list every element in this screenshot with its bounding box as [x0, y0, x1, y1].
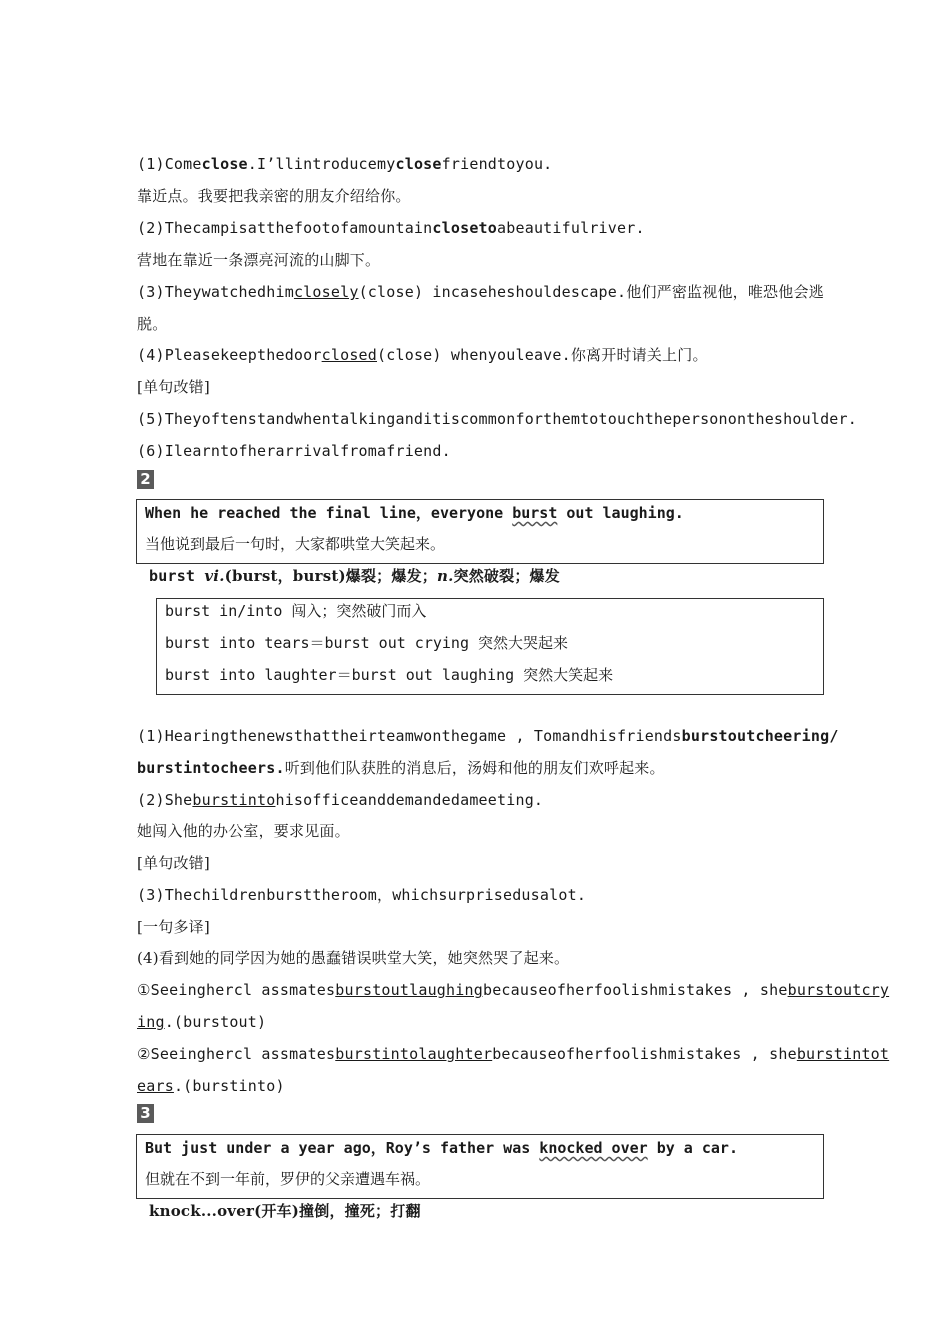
example-2: (2)Thecampisatthefootofamountainclosetoabeautifulriver. — [137, 219, 645, 237]
section-number-badge: 2 — [137, 470, 154, 489]
key-sentence-english: When he reached the final line，everyone burst out laughing. — [145, 504, 684, 522]
example-1: (1)Comeclose.I’llintroducemyclosefriendtoyou. — [137, 155, 553, 173]
phrase-item: burst into laughter＝burst out laughing 突然大笑起来 — [165, 666, 614, 684]
example-1-continued: burstintocheers.听到他们队获胜的消息后，汤姆和他的朋友们欢呼起来。 — [137, 759, 665, 777]
exercise-4: (4)看到她的同学因为她的愚蠢错误哄堂大笑，她突然哭了起来。 — [137, 949, 570, 967]
translation-option-1-continued: ing.(burstout) — [137, 1013, 267, 1031]
exercise-3: (3)Thechildrenbursttheroom，whichsurprisedusalot. — [137, 886, 587, 904]
translation-2: 营地在靠近一条漂亮河流的山脚下。 — [137, 251, 381, 269]
exercise-6: (6)Ilearntofherarrivalfromafriend. — [137, 442, 451, 460]
example-3-continued: 脱。 — [137, 315, 168, 333]
key-sentence-chinese: 但就在不到一年前，罗伊的父亲遭遇车祸。 — [145, 1170, 431, 1188]
section-number-badge: 3 — [137, 1104, 154, 1123]
phrase-item: burst in/into 闯入；突然破门而入 — [165, 602, 427, 620]
key-sentence-box — [136, 499, 824, 564]
translation-1: 靠近点。我要把我亲密的朋友介绍给你。 — [137, 187, 411, 205]
word-definition: burst vi.(burst，burst)爆裂；爆发；n.突然破裂；爆发 — [149, 567, 560, 585]
example-3: (3)Theywatchedhimclosely(close) incaseheshouldescape.他们严密监视他，唯恐他会逃 — [137, 283, 824, 301]
section-heading-error-correction: [单句改错] — [137, 854, 210, 872]
section-heading-multiple-translations: [一句多译] — [137, 918, 210, 936]
key-sentence-chinese: 当他说到最后一句时，大家都哄堂大笑起来。 — [145, 535, 446, 553]
section-heading-error-correction: [单句改错] — [137, 378, 210, 396]
example-2: (2)Sheburstintohisofficeanddemandedameeting. — [137, 791, 544, 809]
translation-option-1: ①Seeinghercl assmatesburstoutlaughingbecauseofherfoolishmistakes , sheburstoutcry — [137, 981, 890, 999]
exercise-5: (5)Theyoftenstandwhentalkinganditiscommonforthemtotouchthepersonontheshoulder. — [137, 410, 857, 428]
translation-option-2-continued: ears.(burstinto) — [137, 1077, 285, 1095]
word-definition: knock...over(开车)撞倒，撞死；打翻 — [149, 1202, 421, 1220]
translation-option-2: ②Seeinghercl assmatesburstintolaughterbecauseofherfoolishmistakes , sheburstintot — [137, 1045, 890, 1063]
example-4: (4)Pleasekeepthedoorclosed(close) whenyouleave.你离开时请关上门。 — [137, 346, 708, 364]
phrase-item: burst into tears＝burst out crying 突然大哭起来 — [165, 634, 569, 652]
translation-2: 她闯入他的办公室，要求见面。 — [137, 822, 350, 840]
phrases-box — [156, 598, 824, 695]
key-sentence-english: But just under a year ago，Roy’s father was knocked over by a car. — [145, 1139, 738, 1157]
example-1: (1)Hearingthenewsthattheirteamwonthegame , Tomandhisfriendsburstoutcheering/ — [137, 727, 839, 745]
key-sentence-box — [136, 1134, 824, 1199]
